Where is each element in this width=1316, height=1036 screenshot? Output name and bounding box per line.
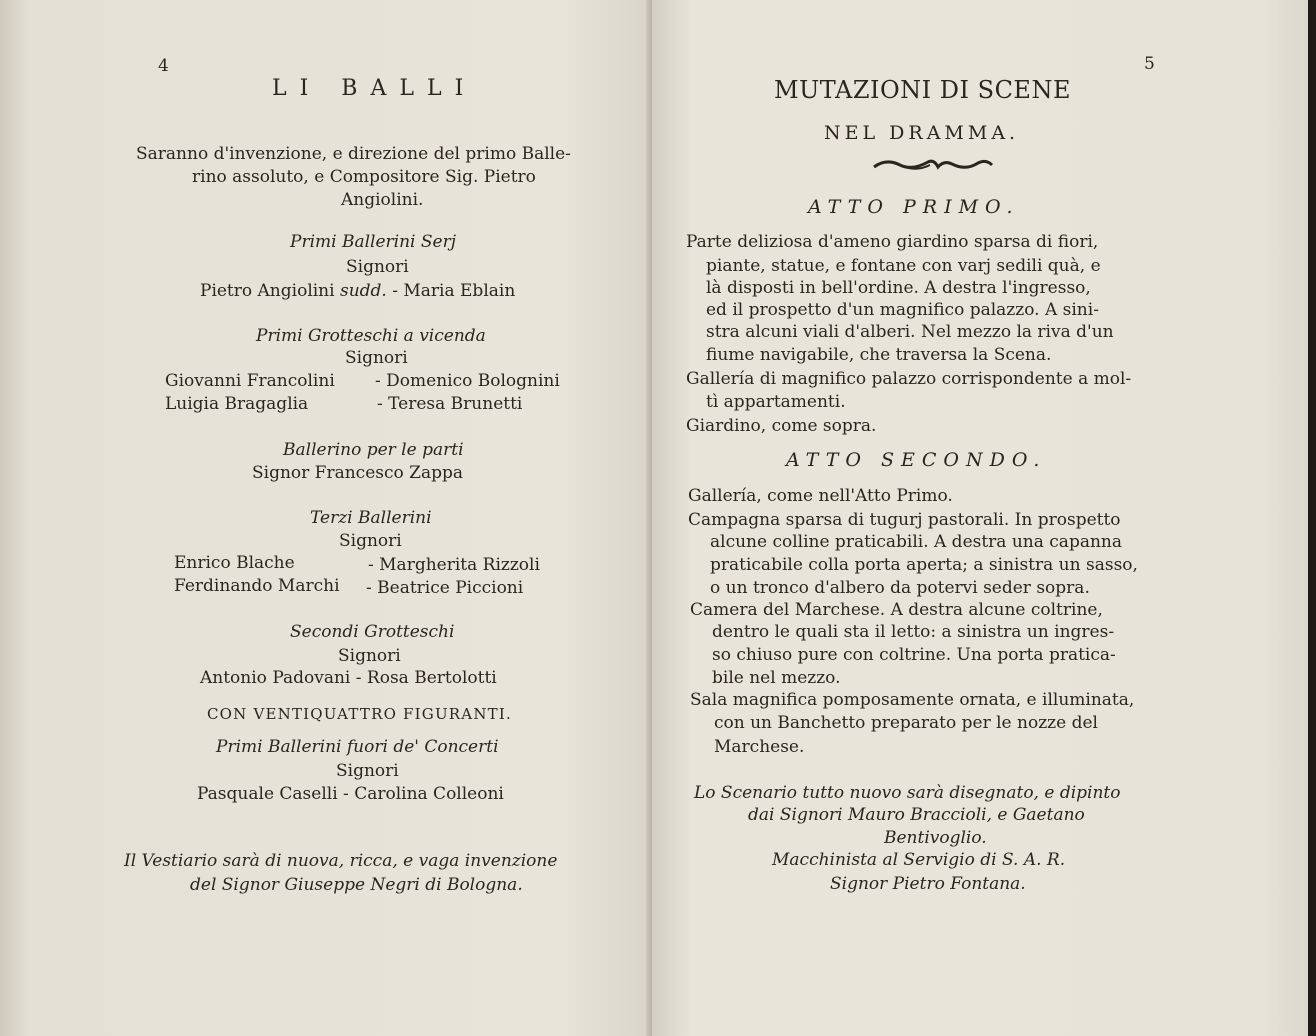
intro-line: rino assoluto, e Compositore Sig. Pietro <box>192 167 536 187</box>
performer-name: - Margherita Rizzoli <box>368 555 540 575</box>
scene-line: tì appartamenti. <box>706 392 846 412</box>
performer-name: - Teresa Brunetti <box>377 394 523 414</box>
page-number: 4 <box>158 56 169 76</box>
performer-name: Giovanni Francolini <box>165 371 335 391</box>
scene-line: ed il prospetto d'un magnifico palazzo. A sini- <box>706 300 1099 320</box>
scene-line: alcune colline praticabili. A destra una capanna <box>710 532 1122 552</box>
scene-line: praticabile colla porta aperta; a sinistra un sasso, <box>710 555 1138 575</box>
book-edge <box>1308 0 1316 1036</box>
signori-label: Signori <box>339 531 402 551</box>
footer-note: Signor Pietro Fontana. <box>830 874 1026 894</box>
scene-line: so chiuso pure con coltrine. Una porta pratica- <box>712 645 1116 665</box>
performer-line: Pietro Angiolini sudd. - Maria Eblain <box>200 281 516 301</box>
scene-line: Marchese. <box>714 737 805 757</box>
scene-line: Parte deliziosa d'ameno giardino sparsa di fiori, <box>686 232 1099 252</box>
performer-line: Signor Francesco Zappa <box>252 463 463 483</box>
scene-line: Camera del Marchese. A destra alcune coltrine, <box>690 600 1103 620</box>
scene-line: Giardino, come sopra. <box>686 416 877 436</box>
performer-name: Luigia Bragaglia <box>165 394 309 414</box>
footer-note: Macchinista al Servigio di S. A. R. <box>772 850 1066 870</box>
intro-line: Saranno d'invenzione, e direzione del primo Balle- <box>136 144 571 164</box>
figuranti-line: CON VENTIQUATTRO FIGURANTI. <box>207 705 512 723</box>
section-heading: Primi Grotteschi a vicenda <box>256 326 486 346</box>
section-heading: Ballerino per le parti <box>283 440 464 460</box>
footer-note: del Signor Giuseppe Negri di Bologna. <box>190 875 523 895</box>
scene-line: là disposti in bell'ordine. A destra l'ingresso, <box>706 278 1091 298</box>
signori-label: Signori <box>346 257 409 277</box>
scene-line: dentro le quali sta il letto: a sinistra un ingres- <box>712 622 1115 642</box>
footer-note: Il Vestiario sarà di nuova, ricca, e vaga invenzione <box>124 851 558 871</box>
scene-line: Campagna sparsa di tugurj pastorali. In prospetto <box>688 510 1121 530</box>
scene-line: Gallería di magnifico palazzo corrispondente a mol- <box>686 369 1132 389</box>
scene-line: piante, statue, e fontane con varj sedili quà, e <box>706 256 1101 276</box>
section-heading: Primi Ballerini Serj <box>290 232 456 252</box>
page-subtitle: NEL DRAMMA. <box>824 122 1020 144</box>
signori-label: Signori <box>338 646 401 666</box>
scene-line: con un Banchetto preparato per le nozze del <box>714 713 1098 733</box>
performer-line: Pasquale Caselli - Carolina Colleoni <box>197 784 504 804</box>
performer-name: - Domenico Bolognini <box>375 371 560 391</box>
page-title: MUTAZIONI DI SCENE <box>774 76 1071 104</box>
scene-line: Sala magnifica pomposamente ornata, e illuminata, <box>690 690 1135 710</box>
section-heading: Primi Ballerini fuori de' Concerti <box>216 737 499 757</box>
page-number: 5 <box>1144 54 1155 74</box>
decorative-ornament <box>872 156 994 174</box>
act-heading: ATTO SECONDO. <box>786 449 1047 471</box>
footer-note: dai Signori Mauro Braccioli, e Gaetano <box>748 805 1085 825</box>
signori-label: Signori <box>336 761 399 781</box>
footer-note: Bentivoglio. <box>884 828 987 848</box>
performer-name: Enrico Blache <box>174 553 295 573</box>
act-heading: ATTO PRIMO. <box>808 196 1020 218</box>
performer-name: - Beatrice Piccioni <box>366 578 524 598</box>
scene-line: stra alcuni viali d'alberi. Nel mezzo la riva d'un <box>706 322 1114 342</box>
scene-line: o un tronco d'albero da potervi seder sopra. <box>710 578 1090 598</box>
signori-label: Signori <box>345 348 408 368</box>
page-title: LI BALLI <box>272 76 477 101</box>
section-heading: Secondi Grotteschi <box>290 622 455 642</box>
scene-line: Gallería, come nell'Atto Primo. <box>688 486 953 506</box>
performer-name: Ferdinando Marchi <box>174 576 340 596</box>
scene-line: fiume navigabile, che traversa la Scena. <box>706 345 1052 365</box>
footer-note: Lo Scenario tutto nuovo sarà disegnato, e dipinto <box>694 783 1121 803</box>
performer-line: Antonio Padovani - Rosa Bertolotti <box>200 668 497 688</box>
intro-line: Angiolini. <box>341 190 424 210</box>
scene-line: bile nel mezzo. <box>712 668 841 688</box>
section-heading: Terzi Ballerini <box>310 508 432 528</box>
left-page <box>0 0 652 1036</box>
